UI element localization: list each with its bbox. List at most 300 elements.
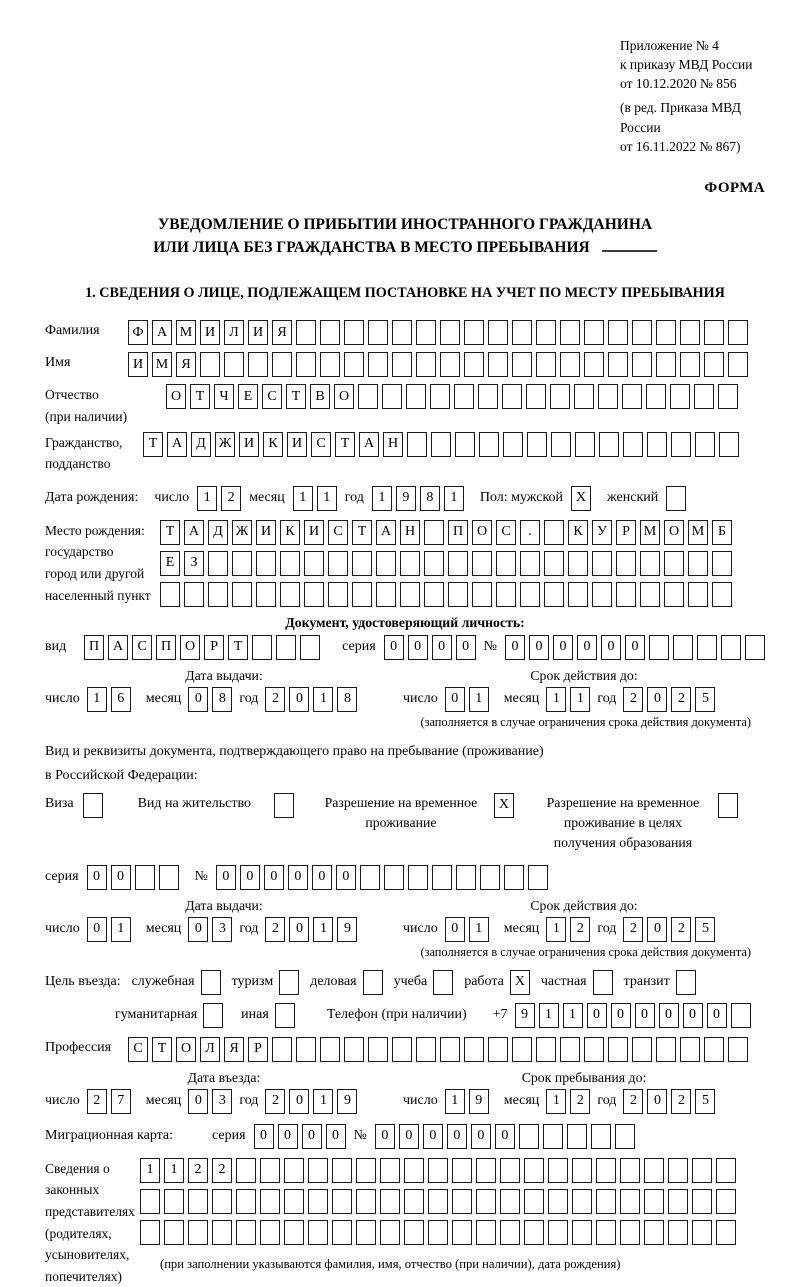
char-box[interactable] (712, 582, 732, 607)
char-box[interactable] (408, 865, 428, 890)
char-box[interactable] (159, 865, 179, 890)
char-box[interactable] (208, 551, 228, 576)
char-box[interactable] (304, 582, 324, 607)
char-box[interactable] (380, 1220, 400, 1245)
char-box[interactable] (596, 1158, 616, 1183)
char-box[interactable]: А (108, 635, 128, 660)
char-box[interactable] (649, 635, 669, 660)
char-box[interactable]: 0 (659, 1003, 679, 1028)
char-box[interactable]: Ч (214, 384, 234, 409)
char-box[interactable] (260, 1158, 280, 1183)
char-box[interactable]: 1 (317, 486, 337, 511)
char-box[interactable] (452, 1158, 472, 1183)
char-box[interactable]: 1 (313, 917, 333, 942)
char-box[interactable] (356, 1189, 376, 1214)
char-box[interactable] (428, 1158, 448, 1183)
char-box[interactable]: 2 (265, 687, 285, 712)
char-box[interactable]: 5 (695, 687, 715, 712)
char-box[interactable]: 1 (164, 1158, 184, 1183)
char-box[interactable] (280, 582, 300, 607)
char-box[interactable] (584, 320, 604, 345)
char-box[interactable]: 0 (495, 1124, 515, 1149)
char-box[interactable] (260, 1189, 280, 1214)
char-box[interactable] (392, 1037, 412, 1062)
char-box[interactable]: 0 (683, 1003, 703, 1028)
char-box[interactable] (694, 384, 714, 409)
char-box[interactable] (543, 1124, 563, 1149)
char-box[interactable] (424, 520, 444, 545)
title-blank-underline[interactable] (602, 239, 657, 252)
char-box[interactable]: 8 (420, 486, 440, 511)
char-box[interactable]: 0 (87, 865, 107, 890)
char-box[interactable]: 1 (546, 1089, 566, 1114)
char-box[interactable] (695, 432, 715, 457)
visa-checkbox[interactable] (83, 793, 103, 818)
char-box[interactable] (284, 1158, 304, 1183)
char-box[interactable]: М (176, 320, 196, 345)
char-box[interactable] (496, 551, 516, 576)
char-box[interactable]: 0 (611, 1003, 631, 1028)
char-box[interactable] (680, 1037, 700, 1062)
char-box[interactable]: О (664, 520, 684, 545)
char-box[interactable]: 2 (671, 917, 691, 942)
char-box[interactable] (400, 582, 420, 607)
char-box[interactable]: К (280, 520, 300, 545)
char-box[interactable] (188, 1220, 208, 1245)
residence-permit-checkbox[interactable] (274, 793, 294, 818)
char-box[interactable] (428, 1220, 448, 1245)
char-box[interactable] (352, 582, 372, 607)
char-box[interactable] (328, 582, 348, 607)
char-box[interactable] (632, 1037, 652, 1062)
char-box[interactable]: 1 (197, 486, 217, 511)
char-box[interactable] (704, 352, 724, 377)
char-box[interactable] (616, 551, 636, 576)
char-box[interactable] (248, 352, 268, 377)
char-box[interactable]: Я (224, 1037, 244, 1062)
char-box[interactable] (358, 384, 378, 409)
char-box[interactable] (308, 1220, 328, 1245)
char-box[interactable] (568, 582, 588, 607)
char-box[interactable] (479, 432, 499, 457)
char-box[interactable] (512, 1037, 532, 1062)
purpose-official-checkbox[interactable] (201, 970, 221, 995)
char-box[interactable] (712, 551, 732, 576)
char-box[interactable] (664, 582, 684, 607)
char-box[interactable]: 0 (423, 1124, 443, 1149)
char-box[interactable]: П (84, 635, 104, 660)
char-box[interactable] (320, 1037, 340, 1062)
char-box[interactable] (671, 432, 691, 457)
char-box[interactable] (548, 1158, 568, 1183)
char-box[interactable] (548, 1220, 568, 1245)
char-box[interactable] (718, 384, 738, 409)
char-box[interactable] (668, 1158, 688, 1183)
char-box[interactable]: 1 (445, 1089, 465, 1114)
char-box[interactable] (164, 1220, 184, 1245)
char-box[interactable] (404, 1220, 424, 1245)
char-box[interactable] (632, 320, 652, 345)
char-box[interactable]: 0 (647, 687, 667, 712)
char-box[interactable] (550, 384, 570, 409)
char-box[interactable] (276, 635, 296, 660)
char-box[interactable] (236, 1158, 256, 1183)
char-box[interactable]: Л (200, 1037, 220, 1062)
char-box[interactable]: 0 (432, 635, 452, 660)
char-box[interactable] (344, 1037, 364, 1062)
char-box[interactable]: Я (272, 320, 292, 345)
char-box[interactable] (560, 1037, 580, 1062)
char-box[interactable] (392, 320, 412, 345)
purpose-humanitarian-checkbox[interactable] (203, 1003, 223, 1028)
char-box[interactable] (356, 1158, 376, 1183)
char-box[interactable] (332, 1158, 352, 1183)
char-box[interactable]: 0 (288, 865, 308, 890)
char-box[interactable]: А (376, 520, 396, 545)
purpose-private-checkbox[interactable] (593, 970, 613, 995)
char-box[interactable]: 5 (695, 1089, 715, 1114)
char-box[interactable]: Ж (232, 520, 252, 545)
char-box[interactable] (568, 551, 588, 576)
char-box[interactable]: О (166, 384, 186, 409)
char-box[interactable]: 0 (456, 635, 476, 660)
char-box[interactable]: 1 (469, 917, 489, 942)
char-box[interactable] (680, 352, 700, 377)
char-box[interactable] (320, 320, 340, 345)
char-box[interactable] (572, 1220, 592, 1245)
char-box[interactable] (551, 432, 571, 457)
char-box[interactable]: П (156, 635, 176, 660)
char-box[interactable]: 8 (337, 687, 357, 712)
char-box[interactable]: 0 (336, 865, 356, 890)
char-box[interactable]: Д (191, 432, 211, 457)
char-box[interactable] (567, 1124, 587, 1149)
char-box[interactable] (476, 1220, 496, 1245)
char-box[interactable] (692, 1189, 712, 1214)
char-box[interactable]: С (311, 432, 331, 457)
char-box[interactable]: И (304, 520, 324, 545)
char-box[interactable]: И (248, 320, 268, 345)
char-box[interactable]: О (334, 384, 354, 409)
char-box[interactable] (464, 352, 484, 377)
char-box[interactable] (560, 352, 580, 377)
char-box[interactable] (572, 1158, 592, 1183)
char-box[interactable]: 0 (647, 1089, 667, 1114)
char-box[interactable]: П (448, 520, 468, 545)
purpose-tourism-checkbox[interactable] (279, 970, 299, 995)
char-box[interactable] (728, 320, 748, 345)
char-box[interactable] (430, 384, 450, 409)
char-box[interactable]: 1 (570, 687, 590, 712)
char-box[interactable] (644, 1158, 664, 1183)
char-box[interactable] (616, 582, 636, 607)
char-box[interactable]: Б (712, 520, 732, 545)
char-box[interactable] (584, 1037, 604, 1062)
char-box[interactable]: 0 (384, 635, 404, 660)
char-box[interactable] (252, 635, 272, 660)
char-box[interactable] (640, 551, 660, 576)
char-box[interactable]: У (592, 520, 612, 545)
char-box[interactable] (272, 352, 292, 377)
char-box[interactable]: 9 (469, 1089, 489, 1114)
temp-permit-edu-checkbox[interactable] (718, 793, 738, 818)
char-box[interactable] (536, 320, 556, 345)
char-box[interactable] (380, 1189, 400, 1214)
char-box[interactable] (488, 352, 508, 377)
char-box[interactable]: 0 (707, 1003, 727, 1028)
char-box[interactable] (608, 320, 628, 345)
char-box[interactable] (620, 1158, 640, 1183)
char-box[interactable] (560, 320, 580, 345)
char-box[interactable] (464, 1037, 484, 1062)
char-box[interactable]: 0 (87, 917, 107, 942)
char-box[interactable]: 3 (212, 1089, 232, 1114)
char-box[interactable]: И (128, 352, 148, 377)
char-box[interactable]: 2 (265, 1089, 285, 1114)
char-box[interactable] (745, 635, 765, 660)
char-box[interactable]: Е (160, 551, 180, 576)
char-box[interactable] (596, 1189, 616, 1214)
char-box[interactable]: 0 (399, 1124, 419, 1149)
char-box[interactable] (406, 384, 426, 409)
char-box[interactable]: 2 (188, 1158, 208, 1183)
char-box[interactable]: Т (352, 520, 372, 545)
char-box[interactable] (260, 1220, 280, 1245)
char-box[interactable]: С (128, 1037, 148, 1062)
char-box[interactable]: 0 (577, 635, 597, 660)
char-box[interactable] (332, 1220, 352, 1245)
char-box[interactable]: К (263, 432, 283, 457)
char-box[interactable] (164, 1189, 184, 1214)
char-box[interactable]: 0 (216, 865, 236, 890)
char-box[interactable] (615, 1124, 635, 1149)
purpose-transit-checkbox[interactable] (676, 970, 696, 995)
char-box[interactable] (140, 1220, 160, 1245)
char-box[interactable]: 8 (212, 687, 232, 712)
char-box[interactable]: 1 (313, 1089, 333, 1114)
char-box[interactable] (644, 1220, 664, 1245)
char-box[interactable] (232, 551, 252, 576)
char-box[interactable]: С (496, 520, 516, 545)
char-box[interactable] (502, 384, 522, 409)
char-box[interactable]: Т (160, 520, 180, 545)
char-box[interactable] (504, 865, 524, 890)
char-box[interactable]: 0 (254, 1124, 274, 1149)
sex-male-checkbox[interactable]: X (571, 486, 591, 511)
char-box[interactable]: Е (238, 384, 258, 409)
char-box[interactable] (574, 384, 594, 409)
char-box[interactable]: А (167, 432, 187, 457)
char-box[interactable]: 0 (312, 865, 332, 890)
char-box[interactable] (500, 1158, 520, 1183)
char-box[interactable] (536, 1037, 556, 1062)
char-box[interactable] (668, 1189, 688, 1214)
char-box[interactable] (407, 432, 427, 457)
char-box[interactable] (524, 1189, 544, 1214)
char-box[interactable]: 1 (539, 1003, 559, 1028)
char-box[interactable]: 0 (408, 635, 428, 660)
char-box[interactable] (256, 551, 276, 576)
char-box[interactable] (428, 1189, 448, 1214)
char-box[interactable] (596, 1220, 616, 1245)
char-box[interactable] (344, 352, 364, 377)
char-box[interactable] (520, 582, 540, 607)
char-box[interactable] (284, 1220, 304, 1245)
char-box[interactable] (384, 865, 404, 890)
char-box[interactable] (620, 1189, 640, 1214)
char-box[interactable]: Р (616, 520, 636, 545)
char-box[interactable]: Т (143, 432, 163, 457)
char-box[interactable]: 0 (529, 635, 549, 660)
char-box[interactable]: 1 (140, 1158, 160, 1183)
char-box[interactable] (400, 551, 420, 576)
char-box[interactable] (208, 582, 228, 607)
char-box[interactable]: Т (190, 384, 210, 409)
char-box[interactable] (360, 865, 380, 890)
char-box[interactable]: 0 (445, 687, 465, 712)
char-box[interactable]: 0 (264, 865, 284, 890)
char-box[interactable]: М (688, 520, 708, 545)
char-box[interactable] (544, 551, 564, 576)
char-box[interactable]: 2 (212, 1158, 232, 1183)
char-box[interactable] (296, 352, 316, 377)
char-box[interactable] (368, 320, 388, 345)
char-box[interactable] (352, 551, 372, 576)
char-box[interactable]: 9 (396, 486, 416, 511)
char-box[interactable]: 0 (302, 1124, 322, 1149)
char-box[interactable]: Т (228, 635, 248, 660)
char-box[interactable]: 0 (505, 635, 525, 660)
char-box[interactable]: 0 (587, 1003, 607, 1028)
char-box[interactable]: 2 (87, 1089, 107, 1114)
char-box[interactable] (424, 551, 444, 576)
char-box[interactable] (548, 1189, 568, 1214)
char-box[interactable] (500, 1220, 520, 1245)
char-box[interactable] (440, 352, 460, 377)
char-box[interactable]: 1 (563, 1003, 583, 1028)
char-box[interactable] (256, 582, 276, 607)
char-box[interactable] (480, 865, 500, 890)
char-box[interactable]: М (640, 520, 660, 545)
char-box[interactable]: 2 (221, 486, 241, 511)
char-box[interactable]: . (520, 520, 540, 545)
char-box[interactable] (236, 1189, 256, 1214)
char-box[interactable] (280, 551, 300, 576)
char-box[interactable] (424, 582, 444, 607)
char-box[interactable]: 1 (293, 486, 313, 511)
char-box[interactable] (608, 1037, 628, 1062)
char-box[interactable] (160, 582, 180, 607)
char-box[interactable] (512, 320, 532, 345)
char-box[interactable] (688, 551, 708, 576)
char-box[interactable] (591, 1124, 611, 1149)
char-box[interactable] (332, 1189, 352, 1214)
char-box[interactable] (440, 1037, 460, 1062)
char-box[interactable]: 0 (111, 865, 131, 890)
char-box[interactable] (300, 635, 320, 660)
char-box[interactable] (640, 582, 660, 607)
char-box[interactable] (304, 551, 324, 576)
char-box[interactable] (464, 320, 484, 345)
char-box[interactable] (380, 1158, 400, 1183)
char-box[interactable]: 0 (553, 635, 573, 660)
char-box[interactable]: И (239, 432, 259, 457)
char-box[interactable]: 3 (212, 917, 232, 942)
char-box[interactable] (140, 1189, 160, 1214)
char-box[interactable]: 0 (375, 1124, 395, 1149)
char-box[interactable] (644, 1189, 664, 1214)
char-box[interactable] (656, 352, 676, 377)
char-box[interactable]: К (568, 520, 588, 545)
char-box[interactable] (356, 1220, 376, 1245)
char-box[interactable] (716, 1220, 736, 1245)
char-box[interactable]: С (132, 635, 152, 660)
char-box[interactable] (647, 432, 667, 457)
char-box[interactable]: 1 (313, 687, 333, 712)
char-box[interactable] (212, 1220, 232, 1245)
char-box[interactable]: Д (208, 520, 228, 545)
char-box[interactable] (472, 551, 492, 576)
char-box[interactable]: 0 (188, 687, 208, 712)
char-box[interactable] (368, 1037, 388, 1062)
sex-female-checkbox[interactable] (666, 486, 686, 511)
char-box[interactable] (416, 352, 436, 377)
char-box[interactable]: 2 (671, 1089, 691, 1114)
char-box[interactable]: О (180, 635, 200, 660)
char-box[interactable] (716, 1158, 736, 1183)
char-box[interactable] (392, 352, 412, 377)
char-box[interactable] (440, 320, 460, 345)
char-box[interactable]: 0 (240, 865, 260, 890)
char-box[interactable]: Н (400, 520, 420, 545)
char-box[interactable] (404, 1189, 424, 1214)
char-box[interactable] (656, 1037, 676, 1062)
char-box[interactable] (584, 352, 604, 377)
char-box[interactable]: А (184, 520, 204, 545)
char-box[interactable] (608, 352, 628, 377)
char-box[interactable]: М (152, 352, 172, 377)
char-box[interactable]: 0 (635, 1003, 655, 1028)
char-box[interactable]: Р (204, 635, 224, 660)
char-box[interactable] (664, 551, 684, 576)
char-box[interactable]: 1 (87, 687, 107, 712)
char-box[interactable] (416, 320, 436, 345)
char-box[interactable]: 9 (515, 1003, 535, 1028)
char-box[interactable] (284, 1189, 304, 1214)
char-box[interactable]: С (328, 520, 348, 545)
char-box[interactable]: Ж (215, 432, 235, 457)
char-box[interactable]: Т (152, 1037, 172, 1062)
char-box[interactable]: 1 (546, 687, 566, 712)
char-box[interactable] (478, 384, 498, 409)
char-box[interactable] (296, 1037, 316, 1062)
char-box[interactable] (455, 432, 475, 457)
char-box[interactable]: 0 (471, 1124, 491, 1149)
char-box[interactable] (448, 582, 468, 607)
char-box[interactable] (721, 635, 741, 660)
char-box[interactable] (673, 635, 693, 660)
purpose-other-checkbox[interactable] (275, 1003, 295, 1028)
char-box[interactable]: 0 (188, 917, 208, 942)
char-box[interactable]: 0 (625, 635, 645, 660)
char-box[interactable] (452, 1220, 472, 1245)
char-box[interactable]: 0 (447, 1124, 467, 1149)
char-box[interactable] (528, 865, 548, 890)
char-box[interactable]: 2 (265, 917, 285, 942)
char-box[interactable] (592, 582, 612, 607)
char-box[interactable]: Ф (128, 320, 148, 345)
char-box[interactable] (448, 551, 468, 576)
